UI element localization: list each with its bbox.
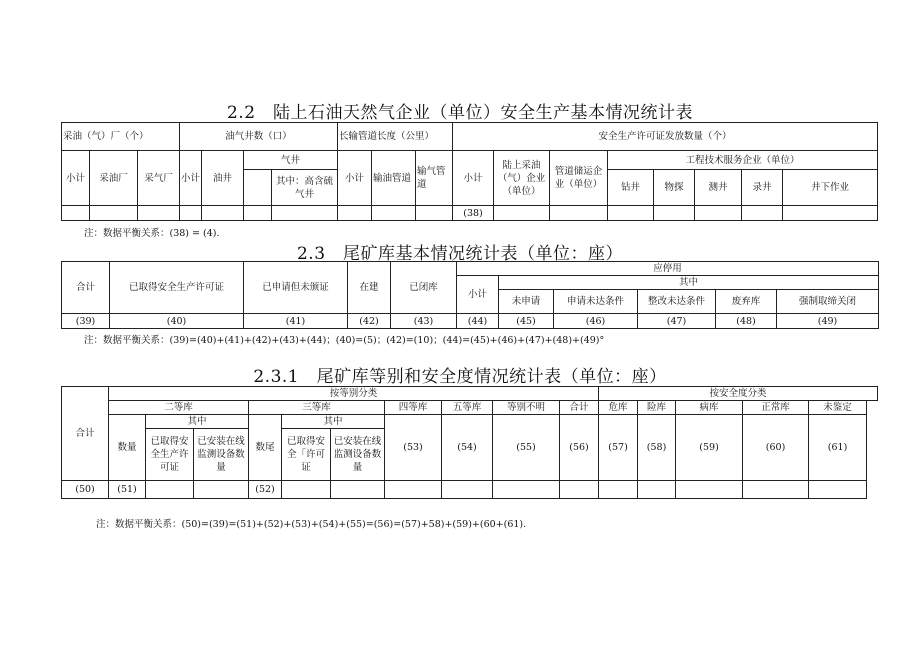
code-60: (60) bbox=[743, 415, 809, 481]
header-anzhuang: 已安装在线监测设备数量 bbox=[194, 429, 249, 481]
header-xuke: 安全生产许可证发放数量（个） bbox=[453, 123, 878, 151]
header-lujing: 录井 bbox=[742, 170, 783, 206]
header-cejing: 测井 bbox=[695, 170, 742, 206]
code-49: (49) bbox=[777, 314, 879, 329]
code-45: (45) bbox=[499, 314, 554, 329]
header-caiyou: 采油（气）厂（个） bbox=[62, 123, 180, 151]
header-feiqi: 废弃库 bbox=[716, 290, 777, 314]
header-sandeng: 三等库 bbox=[249, 401, 385, 415]
header-weishenqing: 未申请 bbox=[499, 290, 554, 314]
header-qizhong: 其中 bbox=[499, 276, 879, 290]
header-dengbie: 按等别分类 bbox=[109, 387, 599, 401]
code-59: (59) bbox=[676, 415, 743, 481]
header-qizhong: 其中 bbox=[146, 415, 249, 429]
header-sideng: 四等库 bbox=[385, 401, 442, 415]
header-shuqi: 输气管道 bbox=[416, 151, 453, 206]
table2-note: 注：数据平衡关系：(39)=(40)+(41)+(42)+(43)+(44)；(40)=(5)；(42)=(10)；(44)=(45)+(46)+(47)+(48)+(49)° bbox=[84, 335, 605, 346]
header-qiangzhi: 强制取缔关闭 bbox=[777, 290, 879, 314]
table3-title: 2.3.1 尾矿库等别和安全度情况统计表（单位：座） bbox=[253, 367, 667, 387]
header-shuliang: 数量 bbox=[109, 415, 146, 481]
header-anzhuang2: 已安装在线监测设备数量 bbox=[331, 429, 385, 481]
header-qijing: 气井 bbox=[244, 151, 338, 170]
header-xianku: 险库 bbox=[638, 401, 676, 415]
code-47: (47) bbox=[638, 314, 716, 329]
header-qizhong-gaoliu: 其中：高含硫气井 bbox=[272, 170, 338, 206]
header-heji: 合计 bbox=[62, 262, 110, 314]
code-58: (58) bbox=[638, 415, 676, 481]
code-46: (46) bbox=[554, 314, 638, 329]
header-bingku: 病库 bbox=[676, 401, 743, 415]
header-weijianding: 未鉴定 bbox=[809, 401, 867, 415]
header-heji: 合计 bbox=[62, 387, 109, 481]
header-weiku: 危库 bbox=[599, 401, 638, 415]
header-yiqude: 已取得安全生产许可证 bbox=[110, 262, 244, 314]
table1-title: 2.2 陆上石油天然气企业（单位）安全生产基本情况统计表 bbox=[226, 103, 694, 123]
table3-note: 注：数据平衡关系：(50)=(39)=(51)+(52)+(53)+(54)+(55)=(56)=(57)+58)+(59)+(60+(61). bbox=[96, 519, 527, 530]
header-anquandu: 按安全度分类 bbox=[599, 387, 878, 401]
header-yingtingyong: 应停用 bbox=[457, 262, 879, 276]
header-jingxia: 井下作业 bbox=[783, 170, 878, 206]
header-wudeng: 五等库 bbox=[442, 401, 493, 415]
header-xiaoji: 小计 bbox=[457, 276, 499, 314]
header-qizhong2: 其中 bbox=[282, 415, 385, 429]
header-yiqude2: 已取得安全「许可证 bbox=[282, 429, 331, 481]
header-dengbie-buming: 等别不明 bbox=[493, 401, 560, 415]
header-zaijian: 在建 bbox=[348, 262, 391, 314]
code-54: (54) bbox=[442, 415, 493, 481]
header-shuwei: 数尾 bbox=[249, 415, 282, 481]
code-55: (55) bbox=[493, 415, 560, 481]
header-gongcheng: 工程技术服务企业（单位） bbox=[608, 151, 878, 170]
code-43: (43) bbox=[391, 314, 457, 329]
header-xiaoji: 小计 bbox=[62, 151, 90, 206]
header-yishenqing: 已申请但未颁证 bbox=[244, 262, 348, 314]
header-heji2: 合计 bbox=[560, 401, 599, 415]
header-xiaoji3: 小计 bbox=[338, 151, 372, 206]
header-zhengchang: 正常库 bbox=[743, 401, 809, 415]
code-51: (51) bbox=[109, 481, 146, 499]
header-zhenggai: 整改未达条件 bbox=[638, 290, 716, 314]
code-50: (50) bbox=[62, 481, 109, 499]
code-53: (53) bbox=[385, 415, 442, 481]
header-xiaoji2: 小计 bbox=[180, 151, 202, 206]
header-erdeng: 二等库 bbox=[109, 401, 249, 415]
header-shenqing-wei: 申请未达条件 bbox=[554, 290, 638, 314]
header-xiaoji4: 小计 bbox=[453, 151, 494, 206]
code-61: (61) bbox=[809, 415, 867, 481]
header-caiqichang: 采气厂 bbox=[138, 151, 180, 206]
header-youjing: 油井 bbox=[202, 151, 244, 206]
table1 bbox=[61, 122, 878, 221]
table2-title: 2.3 尾矿库基本情况统计表（单位：座） bbox=[296, 244, 624, 264]
table1-note: 注：数据平衡关系：(38) = (4). bbox=[84, 228, 220, 239]
header-guandaochuyun: 管道储运企业（单位） bbox=[550, 151, 608, 206]
table2 bbox=[61, 261, 879, 329]
header-caiyouchang: 采油厂 bbox=[90, 151, 138, 206]
code-40: (40) bbox=[110, 314, 244, 329]
code-57: (57) bbox=[599, 415, 638, 481]
code-41: (41) bbox=[244, 314, 348, 329]
header-lushang: 陆上采油（气）企业（单位） bbox=[494, 151, 550, 206]
header-youqijing: 油气井数（口） bbox=[180, 123, 338, 151]
code-38: (38) bbox=[453, 206, 494, 221]
header-yibi: 已闭库 bbox=[391, 262, 457, 314]
code-52: (52) bbox=[249, 481, 282, 499]
header-shuyou: 输油管道 bbox=[372, 151, 416, 206]
code-56: (56) bbox=[560, 415, 599, 481]
header-wutan: 物探 bbox=[654, 170, 695, 206]
header-guandao: 长输管道长度（公里） bbox=[338, 123, 453, 151]
table3 bbox=[61, 386, 878, 499]
code-44: (44) bbox=[457, 314, 499, 329]
header-zuanjing: 钻井 bbox=[608, 170, 654, 206]
code-42: (42) bbox=[348, 314, 391, 329]
code-39: (39) bbox=[62, 314, 110, 329]
header-yiqude: 已取得安全生产许可证 bbox=[146, 429, 194, 481]
code-48: (48) bbox=[716, 314, 777, 329]
